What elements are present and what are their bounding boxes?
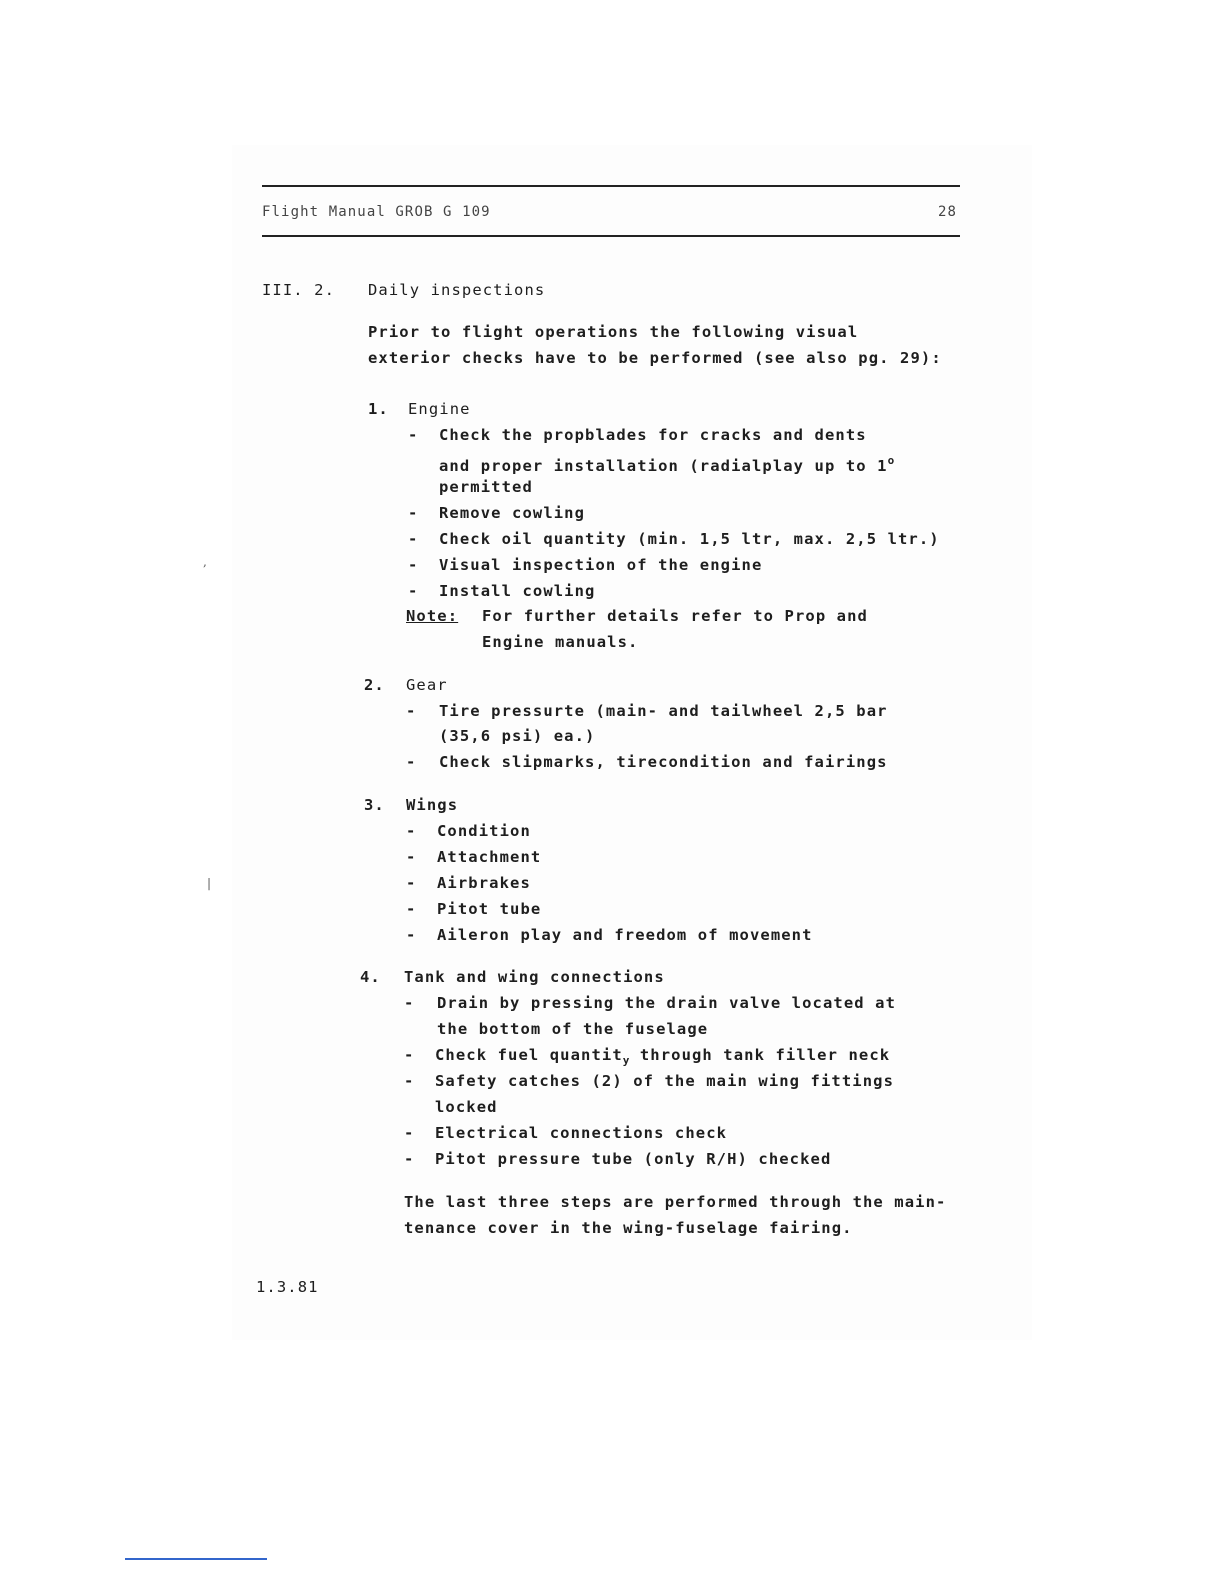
item-title-gear: Gear [406, 676, 448, 694]
header-bottom-rule [262, 235, 960, 237]
header-top-rule [262, 185, 960, 187]
list-item: Electrical connections check [435, 1124, 728, 1142]
header-title: Flight Manual GROB G 109 [262, 204, 491, 220]
bullet-dash: - [406, 753, 417, 771]
list-item: Check oil quantity (min. 1,5 ltr, max. 2,5 ltr.) [439, 530, 940, 548]
bullet-dash: - [406, 926, 417, 944]
bullet-dash: - [406, 848, 417, 866]
list-item: Visual inspection of the engine [439, 556, 763, 574]
bottom-link-underline[interactable] [125, 1558, 267, 1560]
item-number: 3. [364, 796, 385, 814]
degree-symbol: o [887, 454, 895, 467]
bullet-dash: - [404, 994, 415, 1012]
intro-line-2: exterior checks have to be performed (see also pg. 29): [368, 349, 942, 367]
bullet-dash: - [404, 1124, 415, 1142]
bullet-dash: - [404, 1072, 415, 1090]
list-item: Pitot pressure tube (only R/H) checked [435, 1150, 832, 1168]
closing-line-1: The last three steps are performed through the main- [404, 1193, 947, 1211]
bullet-dash: - [404, 1150, 415, 1168]
section-number: III. 2. [262, 281, 336, 299]
list-item: Safety catches (2) of the main wing fittings [435, 1072, 894, 1090]
list-item-continuation: the bottom of the fuselage [437, 1020, 709, 1038]
note-line-1: For further details refer to Prop and [482, 607, 868, 625]
bullet-dash: - [408, 582, 419, 600]
header-page-number: 28 [938, 204, 958, 220]
section-title: Daily inspections [368, 281, 546, 299]
bullet-dash: - [408, 530, 419, 548]
margin-mark: , [203, 555, 207, 569]
list-item: Install cowling [439, 582, 596, 600]
list-item: Tire pressurte (main- and tailwheel 2,5 bar [439, 702, 888, 720]
list-item: Airbrakes [437, 874, 531, 892]
list-item-continuation: locked [435, 1098, 498, 1116]
item-number: 4. [360, 968, 381, 986]
footer-date: 1.3.81 [256, 1278, 319, 1296]
bullet-dash: - [406, 874, 417, 892]
list-item: Pitot tube [437, 900, 542, 918]
bullet-dash: - [408, 426, 419, 444]
item-number: 1. [368, 400, 389, 418]
bullet-dash: - [406, 822, 417, 840]
bullet-dash: - [406, 702, 417, 720]
list-item: Check the propblades for cracks and dents [439, 426, 867, 444]
bullet-dash: - [408, 556, 419, 574]
bullet-dash: - [404, 1046, 415, 1064]
list-item: Drain by pressing the drain valve located at [437, 994, 896, 1012]
list-item-continuation: (35,6 psi) ea.) [439, 727, 596, 745]
bullet-dash: - [408, 504, 419, 522]
list-item: Condition [437, 822, 531, 840]
list-item: Remove cowling [439, 504, 586, 522]
list-item: Check fuel quantit$_y$ through tank filler neck [435, 1046, 891, 1067]
list-item: Check slipmarks, tirecondition and fairings [439, 753, 888, 771]
item-title-tank: Tank and wing connections [404, 968, 665, 986]
closing-line-2: tenance cover in the wing-fuselage fairing. [404, 1219, 853, 1237]
list-item-continuation: permitted [439, 478, 533, 496]
subscript-y: y [622, 1054, 630, 1067]
list-item: Attachment [437, 848, 542, 866]
item-number: 2. [364, 676, 385, 694]
margin-mark: | [207, 876, 212, 890]
bullet-dash: - [406, 900, 417, 918]
note-line-2: Engine manuals. [482, 633, 639, 651]
intro-line-1: Prior to flight operations the following visual [368, 323, 859, 341]
list-item-continuation: and proper installation (radialplay up to 1$^o$ [439, 454, 895, 475]
item-title-wings: Wings [406, 796, 459, 814]
list-item: Aileron play and freedom of movement [437, 926, 813, 944]
note-label: Note: [406, 607, 459, 625]
item-title-engine: Engine [408, 400, 471, 418]
